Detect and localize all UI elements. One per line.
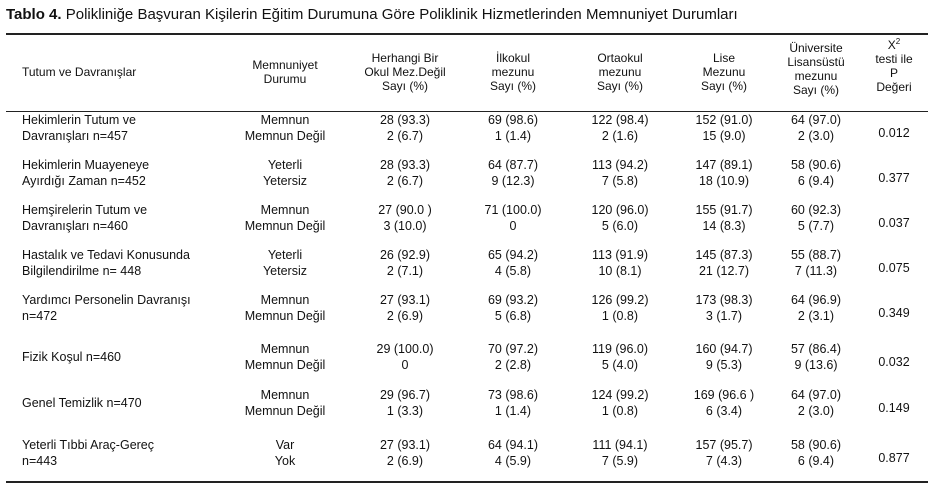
header-line: İlkokul (495, 51, 530, 65)
cell-line: 7 (5.9) (601, 453, 639, 468)
cell-line: 15 (9.0) (702, 128, 746, 143)
cell-line: 73 (98.6) (487, 388, 539, 402)
cell-line: 29 (96.7) (379, 388, 431, 402)
cell-lise (676, 113, 772, 144)
cell-line: Hemşirelerin Tutum ve (22, 203, 148, 217)
cell-label (22, 293, 232, 324)
cell-line: Hekimlerin Tutum ve (22, 113, 136, 127)
header-lise (676, 51, 772, 93)
cell-line: Yeterli Tıbbi Araç-Gereç (22, 438, 155, 452)
cell-universite (772, 248, 860, 279)
cell-ortaokul (570, 342, 670, 373)
cell-line: 4 (5.8) (494, 263, 532, 278)
cell-ortaokul (570, 203, 670, 234)
cell-label (22, 248, 232, 279)
cell-line: 9 (13.6) (794, 357, 838, 372)
cell-line: 60 (92.3) (790, 203, 842, 217)
cell-line: 69 (93.2) (487, 293, 539, 307)
header-line: mezunu (491, 65, 535, 79)
cell-line: 64 (87.7) (487, 158, 539, 172)
cell-line: 7 (5.8) (601, 173, 639, 188)
cell-line: 113 (94.2) (591, 158, 649, 172)
cell-status (230, 342, 340, 373)
cell-status (230, 158, 340, 189)
cell-p-value: 0.377 (878, 171, 910, 185)
header-line: Sayı (%) (596, 79, 643, 93)
cell-line: n=443 (22, 453, 58, 468)
cell-line: 4 (5.9) (494, 453, 532, 468)
cell-line: 64 (97.0) (790, 113, 842, 127)
header-line: Durumu (263, 72, 307, 86)
cell-line: Memnun Değil (244, 218, 326, 233)
cell-line: 5 (6.0) (601, 218, 639, 233)
cell-line: 64 (96.9) (790, 293, 842, 307)
header-line: Okul Mez.Değil (364, 65, 446, 79)
table-caption: Polikliniğe Başvuran Kişilerin Eğitim Durumuna Göre Poliklinik Hizmetlerinden Memnuniyet Durumları (65, 6, 738, 23)
cell-herhangi (350, 293, 460, 324)
cell-universite (772, 342, 860, 373)
cell-line: 111 (94.1) (592, 438, 648, 452)
cell-universite (772, 158, 860, 189)
cell-line: Yeterli (267, 158, 303, 172)
cell-status (230, 293, 340, 324)
cell-line: Memnun (260, 388, 310, 402)
cell-line: 169 (96.6 ) (693, 388, 755, 402)
cell-line: Ayırdığı Zaman n=452 (22, 173, 146, 188)
cell-lise (676, 438, 772, 469)
cell-line: 58 (90.6) (790, 158, 842, 172)
cell-line: 2 (6.9) (386, 308, 424, 323)
cell-line: 58 (90.6) (790, 438, 842, 452)
cell-line: 64 (94.1) (487, 438, 539, 452)
cell-line: 5 (7.7) (797, 218, 835, 233)
header-ilkokul (468, 51, 558, 93)
cell-p-value: 0.149 (878, 401, 910, 415)
cell-ortaokul (570, 113, 670, 144)
cell-lise (676, 293, 772, 324)
cell-line: Memnun Değil (244, 403, 326, 418)
header-universite (772, 41, 860, 97)
cell-line: 1 (0.8) (601, 403, 639, 418)
cell-p-value: 0.012 (878, 126, 910, 140)
cell-ilkokul (468, 158, 558, 189)
cell-line: 2 (2.8) (494, 357, 532, 372)
cell-status (230, 388, 340, 419)
cell-line: 2 (6.9) (386, 453, 424, 468)
cell-ilkokul (468, 342, 558, 373)
cell-line: 27 (93.1) (379, 293, 431, 307)
bottom-rule (6, 481, 928, 483)
cell-line: Memnun Değil (244, 308, 326, 323)
cell-label (22, 350, 232, 366)
cell-line: 6 (9.4) (797, 173, 835, 188)
cell-label (22, 438, 232, 469)
cell-ilkokul (468, 293, 558, 324)
cell-line: 7 (11.3) (794, 263, 838, 278)
header-line: Herhangi Bir (371, 51, 439, 65)
cell-line: 65 (94.2) (487, 248, 539, 262)
top-rule (6, 33, 928, 35)
cell-line: 69 (98.6) (487, 113, 539, 127)
cell-universite (772, 113, 860, 144)
cell-line: 55 (88.7) (790, 248, 842, 262)
header-ortaokul (570, 51, 670, 93)
cell-line: 2 (6.7) (386, 173, 424, 188)
header-herhangi (350, 51, 460, 93)
cell-line: 147 (89.1) (695, 158, 753, 172)
cell-lise (676, 342, 772, 373)
cell-ilkokul (468, 248, 558, 279)
cell-ortaokul (570, 248, 670, 279)
cell-p-value: 0.349 (878, 306, 910, 320)
header-ki-kare (864, 38, 924, 94)
cell-p-value: 0.032 (878, 355, 910, 369)
cell-line: Memnun (260, 293, 310, 307)
cell-p-value: 0.037 (878, 216, 910, 230)
cell-ilkokul (468, 203, 558, 234)
cell-label (22, 113, 232, 144)
cell-line: 28 (93.3) (379, 158, 431, 172)
cell-ilkokul (468, 388, 558, 419)
cell-lise (676, 158, 772, 189)
cell-line: 1 (0.8) (601, 308, 639, 323)
cell-line: 152 (91.0) (695, 113, 753, 127)
cell-line: n=472 (22, 308, 58, 323)
cell-line: 173 (98.3) (695, 293, 753, 307)
cell-universite (772, 203, 860, 234)
cell-line: 2 (1.6) (601, 128, 639, 143)
cell-ilkokul (468, 113, 558, 144)
cell-line: 57 (86.4) (790, 342, 842, 356)
cell-line: Yardımcı Personelin Davranışı (22, 293, 191, 307)
cell-line: 1 (3.3) (386, 403, 424, 418)
cell-herhangi (350, 203, 460, 234)
header-line: testi ile (875, 52, 913, 66)
header-line: Memnuniyet (252, 58, 318, 72)
cell-line: 18 (10.9) (698, 173, 750, 188)
header-line: mezunu (794, 69, 838, 83)
cell-line: Yetersiz (262, 263, 307, 278)
cell-lise (676, 203, 772, 234)
cell-lise (676, 388, 772, 419)
cell-line: Memnun Değil (244, 128, 326, 143)
chi-square-symbol: $X^2$ (887, 37, 901, 52)
cell-line: 29 (100.0) (376, 342, 434, 356)
header-line: Mezunu (702, 65, 746, 79)
cell-line: 5 (4.0) (601, 357, 639, 372)
cell-label (22, 158, 232, 189)
cell-line: 2 (3.0) (797, 128, 835, 143)
cell-line: 27 (90.0 ) (378, 203, 432, 217)
table-title (6, 6, 738, 23)
header-memnuniyet (230, 58, 340, 86)
header-line: P (889, 66, 898, 80)
cell-line: 1 (1.4) (494, 128, 532, 143)
cell-herhangi (350, 248, 460, 279)
cell-line: 27 (93.1) (379, 438, 431, 452)
cell-line: 2 (6.7) (386, 128, 424, 143)
cell-line: 2 (3.1) (797, 308, 835, 323)
cell-label (22, 203, 232, 234)
cell-ortaokul (570, 388, 670, 419)
cell-universite (772, 293, 860, 324)
cell-line: 120 (96.0) (591, 203, 649, 217)
header-line: Sayı (%) (792, 83, 839, 97)
cell-line: Hekimlerin Muayeneye (22, 158, 150, 172)
header-line: Sayı (%) (489, 79, 536, 93)
cell-line: 26 (92.9) (379, 248, 431, 262)
cell-line: 21 (12.7) (698, 263, 750, 278)
cell-p-value: 0.075 (878, 261, 910, 275)
cell-universite (772, 388, 860, 419)
cell-line: 1 (1.4) (494, 403, 532, 418)
cell-line: 5 (6.8) (494, 308, 532, 323)
cell-line: 9 (12.3) (491, 173, 535, 188)
cell-line: 10 (8.1) (598, 263, 642, 278)
cell-line: 7 (4.3) (705, 453, 743, 468)
cell-line: 157 (95.7) (695, 438, 753, 452)
cell-herhangi (350, 158, 460, 189)
cell-line: 0 (509, 218, 517, 233)
cell-line: 155 (91.7) (695, 203, 753, 217)
cell-line: Var (275, 438, 295, 452)
header-line: Lisansüstü (787, 55, 845, 69)
cell-line: Memnun (260, 342, 310, 356)
cell-line: Bilgilendirilme n= 448 (22, 263, 142, 278)
cell-status (230, 113, 340, 144)
header-line: Değeri (876, 80, 912, 94)
cell-line: 119 (96.0) (591, 342, 649, 356)
cell-line: Davranışları n=460 (22, 218, 128, 233)
cell-line: Davranışları n=457 (22, 128, 128, 143)
cell-herhangi (350, 342, 460, 373)
cell-line: 0 (401, 357, 409, 372)
header-line: Sayı (%) (381, 79, 428, 93)
cell-line: 113 (91.9) (591, 248, 649, 262)
cell-line: Fizik Koşul n=460 (22, 350, 122, 364)
cell-line: 124 (99.2) (591, 388, 649, 402)
cell-line: 64 (97.0) (790, 388, 842, 402)
header-line: mezunu (598, 65, 642, 79)
cell-line: Memnun (260, 113, 310, 127)
cell-ortaokul (570, 158, 670, 189)
header-rule (6, 111, 928, 112)
cell-line: 6 (9.4) (797, 453, 835, 468)
cell-line: 70 (97.2) (487, 342, 539, 356)
cell-line: 160 (94.7) (695, 342, 753, 356)
cell-ilkokul (468, 438, 558, 469)
header-line: Üniversite (789, 41, 843, 55)
cell-line: 2 (3.0) (797, 403, 835, 418)
cell-status (230, 248, 340, 279)
cell-line: 3 (1.7) (705, 308, 743, 323)
cell-line: Memnun Değil (244, 357, 326, 372)
cell-line: Memnun (260, 203, 310, 217)
cell-status (230, 203, 340, 234)
header-line: Ortaokul (597, 51, 643, 65)
header-line: Lise (712, 51, 735, 65)
cell-line: 2 (7.1) (386, 263, 424, 278)
cell-line: Yetersiz (262, 173, 307, 188)
cell-line: 122 (98.4) (591, 113, 649, 127)
cell-universite (772, 438, 860, 469)
cell-ortaokul (570, 438, 670, 469)
cell-line: 28 (93.3) (379, 113, 431, 127)
cell-herhangi (350, 438, 460, 469)
cell-ortaokul (570, 293, 670, 324)
cell-line: 126 (99.2) (591, 293, 649, 307)
cell-p-value: 0.877 (878, 451, 910, 465)
cell-line: 6 (3.4) (705, 403, 743, 418)
header-line: Sayı (%) (700, 79, 747, 93)
cell-line: Genel Temizlik n=470 (22, 396, 142, 410)
cell-lise (676, 248, 772, 279)
cell-line: Yeterli (267, 248, 303, 262)
cell-herhangi (350, 113, 460, 144)
cell-label (22, 396, 232, 412)
cell-line: 14 (8.3) (702, 218, 746, 233)
table-number: Tablo 4. (6, 6, 62, 23)
cell-line: 3 (10.0) (383, 218, 427, 233)
cell-status (230, 438, 340, 469)
cell-line: 71 (100.0) (484, 203, 542, 217)
cell-line: Yok (274, 453, 296, 468)
header-tutum: Tutum ve Davranışlar (22, 65, 137, 79)
cell-line: 9 (5.3) (705, 357, 743, 372)
cell-herhangi (350, 388, 460, 419)
cell-line: 145 (87.3) (695, 248, 753, 262)
cell-line: Hastalık ve Tedavi Konusunda (22, 248, 190, 262)
